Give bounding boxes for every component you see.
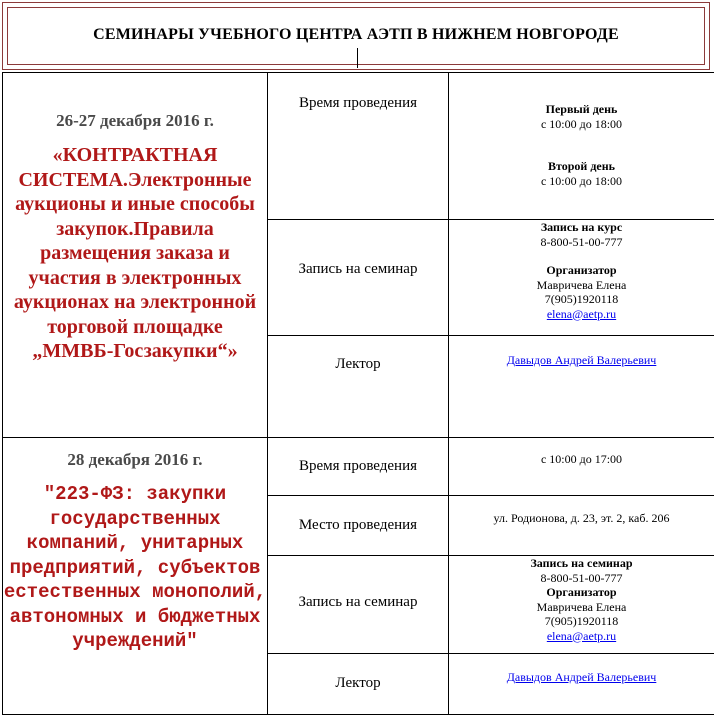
day2-time: с 10:00 до 18:00: [540, 173, 623, 188]
organizer-heading: Организатор: [546, 585, 617, 599]
seminar-1-date: 26-27 декабря 2016 г.: [56, 111, 214, 130]
seminar-2-time-label-cell: [268, 438, 449, 496]
course-signup-heading: Запись на курс: [540, 220, 623, 234]
seminar-2-place-value: ул. Родионова, д. 23, эт. 2, каб. 206: [493, 511, 670, 525]
lecturer-link[interactable]: Давыдов Андрей Валерьевич: [506, 670, 657, 684]
seminar-1-time-cell: [449, 73, 714, 220]
text-cursor: [357, 48, 358, 68]
seminar-signup-heading: Запись на семинар: [530, 556, 633, 570]
seminar-2-lecturer-label: Лектор: [335, 675, 381, 691]
seminar-2-place-label: Место проведения: [298, 517, 418, 533]
seminar-2-lecturer-cell: [449, 654, 714, 715]
lecturer-link[interactable]: Давыдов Андрей Валерьевич: [506, 353, 657, 367]
seminar-2-lecturer-label-cell: [268, 654, 449, 715]
organizer-email-link[interactable]: elena@aetp.ru: [546, 628, 617, 643]
seminar-2-time-value: с 10:00 до 17:00: [540, 452, 623, 466]
seminar-2-cell: [3, 438, 268, 715]
seminar-2-place-label-cell: [268, 496, 449, 556]
page-header-inner: [7, 7, 705, 65]
organizer-name: Мавричева Елена: [536, 277, 627, 292]
seminar-2-signup-label-cell: [268, 556, 449, 654]
seminar-1-signup-label-cell: [268, 220, 449, 336]
seminar-1-signup-cell: [449, 220, 714, 336]
seminar-1-signup-label: Запись на семинар: [298, 261, 418, 277]
seminar-1-lecturer-label: Лектор: [335, 356, 381, 372]
seminar-2-title: "223-ФЗ: закупки государственных компаний, унитарных предприятий, субъектов естественных монополий, автономных и бюджетных учреждений": [3, 483, 267, 652]
table-row: [3, 438, 714, 496]
day1-label: Первый день: [545, 102, 618, 116]
day1-time: с 10:00 до 18:00: [540, 116, 623, 131]
seminar-2-signup-label: Запись на семинар: [298, 594, 418, 610]
organizer-phone: 7(905)1920118: [544, 292, 619, 306]
seminar-1-lecturer-cell: [449, 336, 714, 438]
seminar-2-time-label: Время проведения: [298, 458, 418, 474]
day2-label: Второй день: [548, 159, 615, 173]
seminar-1-title: «КОНТРАКТНАЯ СИСТЕМА.Электронные аукционы и иные способы закупок.Правила размещения заказа и участия в электронных аукционах на электронной торговой площадке „ММВБ-Госзакупки“»: [13, 144, 257, 362]
seminar-2-signup-cell: [449, 556, 714, 654]
seminar-2-time-cell: [449, 438, 714, 496]
seminar-2-date: 28 декабря 2016 г.: [67, 450, 203, 469]
seminar-2-place-cell: [449, 496, 714, 556]
table-row: [3, 73, 714, 220]
signup-phone: 8-800-51-00-777: [540, 570, 623, 585]
page-title: СЕМИНАРЫ УЧЕБНОГО ЦЕНТРА АЭТП В НИЖНЕМ НОВГОРОДЕ: [93, 26, 619, 43]
seminar-1-lecturer-label-cell: [268, 336, 449, 438]
seminar-1-time-label: Время проведения: [298, 95, 418, 111]
page-header: [2, 2, 710, 70]
organizer-name: Мавричева Елена: [536, 599, 627, 614]
organizer-heading: Организатор: [546, 263, 617, 277]
organizer-phone: 7(905)1920118: [544, 614, 619, 628]
seminar-1-cell: [3, 73, 268, 438]
seminar-table: [2, 72, 714, 715]
seminar-1-time-label-cell: [268, 73, 449, 220]
organizer-email-link[interactable]: elena@aetp.ru: [546, 306, 617, 321]
signup-phone: 8-800-51-00-777: [540, 234, 623, 249]
